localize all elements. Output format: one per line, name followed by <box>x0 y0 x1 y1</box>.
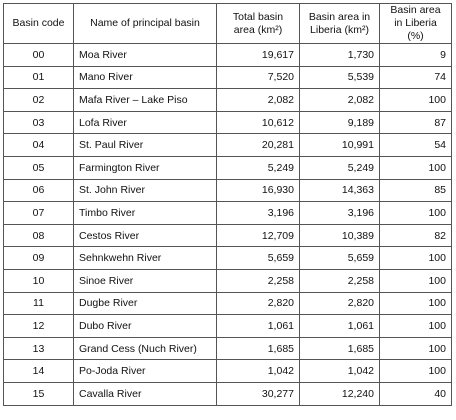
liberia-percent-cell: 100 <box>380 337 452 360</box>
basin-name-cell: Sehnkwehn River <box>74 247 217 270</box>
liberia-area-cell: 10,991 <box>300 134 380 157</box>
total-area-cell: 1,042 <box>217 360 300 383</box>
liberia-percent-cell: 9 <box>380 44 452 67</box>
basin-code-cell: 04 <box>4 134 74 157</box>
basin-code-cell: 15 <box>4 382 74 405</box>
total-area-cell: 19,617 <box>217 44 300 67</box>
liberia-percent-cell: 100 <box>380 202 452 225</box>
liberia-percent-cell: 87 <box>380 111 452 134</box>
basin-code-cell: 05 <box>4 156 74 179</box>
liberia-area-cell: 1,685 <box>300 337 380 360</box>
liberia-percent-cell: 100 <box>380 247 452 270</box>
basin-name-cell: Mano River <box>74 66 217 89</box>
liberia-percent-cell: 40 <box>380 382 452 405</box>
header-liberia-percent: Basin area in Liberia (%) <box>380 4 452 44</box>
header-row <box>4 4 452 44</box>
liberia-percent-cell: 100 <box>380 156 452 179</box>
liberia-area-cell: 2,820 <box>300 292 380 315</box>
total-area-cell: 30,277 <box>217 382 300 405</box>
total-area-cell: 3,196 <box>217 202 300 225</box>
table-row <box>4 44 452 67</box>
total-area-cell: 5,249 <box>217 156 300 179</box>
liberia-percent-cell: 100 <box>380 269 452 292</box>
table-row <box>4 247 452 270</box>
basin-code-cell: 12 <box>4 315 74 338</box>
liberia-area-cell: 1,042 <box>300 360 380 383</box>
liberia-percent-cell: 100 <box>380 315 452 338</box>
basin-code-cell: 02 <box>4 89 74 112</box>
liberia-percent-cell: 82 <box>380 224 452 247</box>
basin-name-cell: Po-Joda River <box>74 360 217 383</box>
liberia-area-cell: 12,240 <box>300 382 380 405</box>
table-row <box>4 111 452 134</box>
table-row <box>4 360 452 383</box>
basin-name-cell: St. Paul River <box>74 134 217 157</box>
total-area-cell: 1,061 <box>217 315 300 338</box>
basin-code-cell: 01 <box>4 66 74 89</box>
table-row <box>4 156 452 179</box>
table-row <box>4 337 452 360</box>
table-row <box>4 269 452 292</box>
basin-name-cell: Farmington River <box>74 156 217 179</box>
header-basin-name: Name of principal basin <box>74 4 217 44</box>
basin-name-cell: Dugbe River <box>74 292 217 315</box>
total-area-cell: 7,520 <box>217 66 300 89</box>
total-area-cell: 20,281 <box>217 134 300 157</box>
table-row <box>4 202 452 225</box>
header-liberia-area: Basin area in Liberia (km²) <box>300 4 380 44</box>
liberia-area-cell: 2,258 <box>300 269 380 292</box>
liberia-percent-cell: 100 <box>380 292 452 315</box>
table-row <box>4 224 452 247</box>
basin-code-cell: 08 <box>4 224 74 247</box>
total-area-cell: 5,659 <box>217 247 300 270</box>
basin-name-cell: Moa River <box>74 44 217 67</box>
liberia-area-cell: 2,082 <box>300 89 380 112</box>
liberia-area-cell: 10,389 <box>300 224 380 247</box>
basin-name-cell: St. John River <box>74 179 217 202</box>
liberia-percent-cell: 100 <box>380 89 452 112</box>
liberia-area-cell: 3,196 <box>300 202 380 225</box>
total-area-cell: 2,258 <box>217 269 300 292</box>
basin-name-cell: Cavalla River <box>74 382 217 405</box>
liberia-area-cell: 5,659 <box>300 247 380 270</box>
liberia-percent-cell: 85 <box>380 179 452 202</box>
liberia-area-cell: 1,061 <box>300 315 380 338</box>
basin-name-cell: Timbo River <box>74 202 217 225</box>
total-area-cell: 2,820 <box>217 292 300 315</box>
total-area-cell: 16,930 <box>217 179 300 202</box>
basin-name-cell: Grand Cess (Nuch River) <box>74 337 217 360</box>
liberia-percent-cell: 74 <box>380 66 452 89</box>
table-row <box>4 66 452 89</box>
liberia-area-cell: 5,249 <box>300 156 380 179</box>
liberia-area-cell: 9,189 <box>300 111 380 134</box>
basin-code-cell: 14 <box>4 360 74 383</box>
liberia-area-cell: 14,363 <box>300 179 380 202</box>
table-row <box>4 315 452 338</box>
table-body <box>4 44 452 406</box>
basin-code-cell: 09 <box>4 247 74 270</box>
table-row <box>4 292 452 315</box>
basin-code-cell: 13 <box>4 337 74 360</box>
table-row <box>4 89 452 112</box>
basin-name-cell: Sinoe River <box>74 269 217 292</box>
total-area-cell: 10,612 <box>217 111 300 134</box>
total-area-cell: 1,685 <box>217 337 300 360</box>
basin-code-cell: 00 <box>4 44 74 67</box>
total-area-cell: 12,709 <box>217 224 300 247</box>
basin-code-cell: 11 <box>4 292 74 315</box>
table-row <box>4 134 452 157</box>
table-header <box>4 4 452 44</box>
basin-code-cell: 03 <box>4 111 74 134</box>
header-total-area: Total basin area (km²) <box>217 4 300 44</box>
basin-name-cell: Cestos River <box>74 224 217 247</box>
liberia-percent-cell: 54 <box>380 134 452 157</box>
header-basin-code: Basin code <box>4 4 74 44</box>
basin-table <box>3 3 452 406</box>
table-row <box>4 382 452 405</box>
liberia-area-cell: 1,730 <box>300 44 380 67</box>
basin-name-cell: Lofa River <box>74 111 217 134</box>
basin-code-cell: 07 <box>4 202 74 225</box>
basin-code-cell: 06 <box>4 179 74 202</box>
basin-name-cell: Mafa River – Lake Piso <box>74 89 217 112</box>
liberia-area-cell: 5,539 <box>300 66 380 89</box>
basin-code-cell: 10 <box>4 269 74 292</box>
liberia-percent-cell: 100 <box>380 360 452 383</box>
total-area-cell: 2,082 <box>217 89 300 112</box>
basin-name-cell: Dubo River <box>74 315 217 338</box>
table-row <box>4 179 452 202</box>
